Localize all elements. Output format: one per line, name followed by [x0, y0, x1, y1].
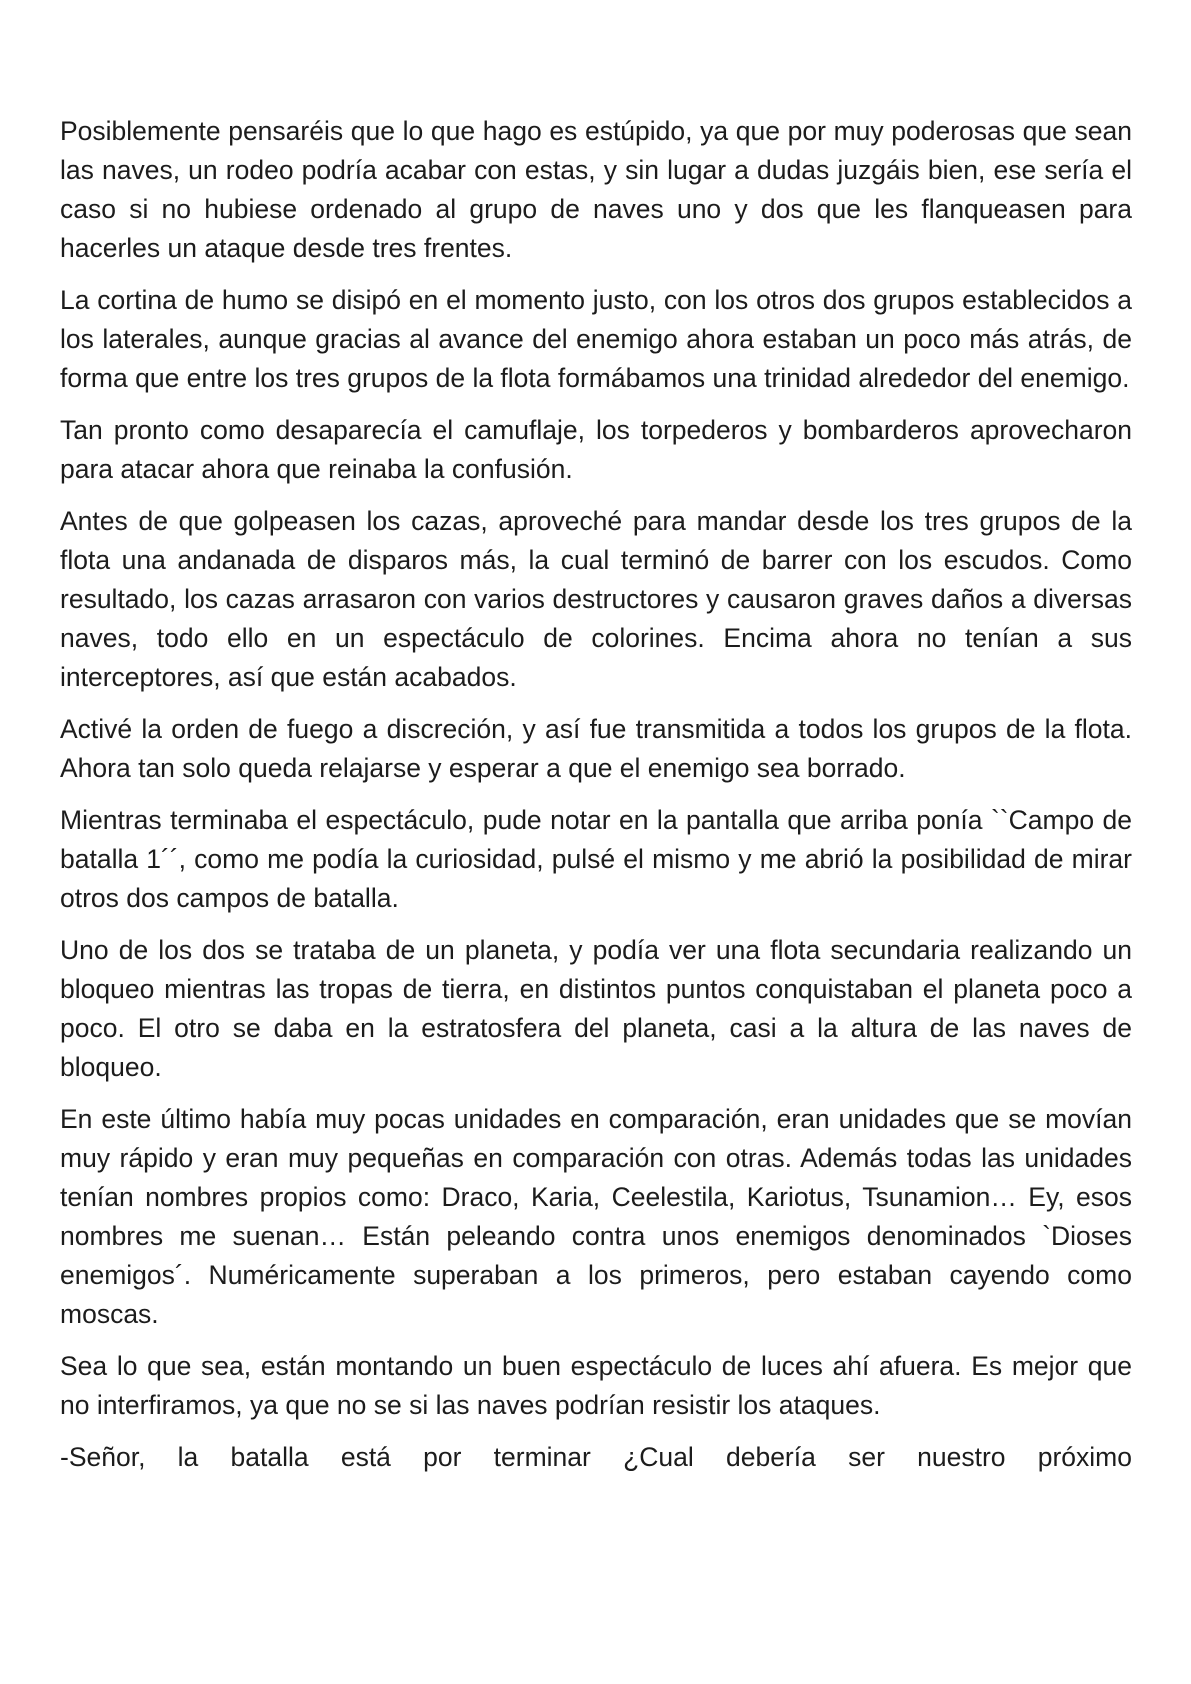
- paragraph-9: Sea lo que sea, están montando un buen espectáculo de luces ahí afuera. Es mejor que no interfiramos, ya que no se si las naves podrían resistir los ataques.: [60, 1351, 1132, 1420]
- paragraph-5: Activé la orden de fuego a discreción, y así fue transmitida a todos los grupos de la flota. Ahora tan solo queda relajarse y esperar a que el enemigo sea borrado.: [60, 714, 1132, 783]
- paragraph-6: Mientras terminaba el espectáculo, pude notar en la pantalla que arriba ponía ``Campo de batalla 1´´, como me podía la curiosidad, pulsé el mismo y me abrió la posibilidad de mirar otros dos campos de batalla.: [60, 805, 1132, 913]
- paragraph-3: Tan pronto como desaparecía el camuflaje, los torpederos y bombarderos aprovecharon para atacar ahora que reinaba la confusión.: [60, 415, 1132, 484]
- paragraph-1: Posiblemente pensaréis que lo que hago es estúpido, ya que por muy poderosas que sean las naves, un rodeo podría acabar con estas, y sin lugar a dudas juzgáis bien, ese sería el caso si no hubiese ordenado al grupo de naves uno y dos que les flanqueasen para hacerles un ataque desde tres frentes.: [60, 116, 1132, 263]
- paragraph-8: En este último había muy pocas unidades en comparación, eran unidades que se movían muy rápido y eran muy pequeñas en comparación con otras. Además todas las unidades tenían nombres propios como: Draco, Karia, Ceelestila, Kariotus, Tsunamion… Ey, esos nombres me suenan… Están peleando contra unos enemigos denominados `Dioses enemigos´. Numéricamente superaban a los primeros, pero estaban cayendo como moscas.: [60, 1104, 1132, 1329]
- paragraph-4: Antes de que golpeasen los cazas, aproveché para mandar desde los tres grupos de la flota una andanada de disparos más, la cual terminó de barrer con los escudos. Como resultado, los cazas arrasaron con varios destructores y causaron graves daños a diversas naves, todo ello en un espectáculo de colorines. Encima ahora no tenían a sus interceptores, así que están acabados.: [60, 506, 1132, 692]
- paragraph-2: La cortina de humo se disipó en el momento justo, con los otros dos grupos establecidos a los laterales, aunque gracias al avance del enemigo ahora estaban un poco más atrás, de forma que entre los tres grupos de la flota formábamos una trinidad alrededor del enemigo.: [60, 285, 1132, 393]
- paragraph-10: -Señor, la batalla está por terminar ¿Cual debería ser nuestro próximo: [60, 1442, 1132, 1472]
- paragraph-7: Uno de los dos se trataba de un planeta, y podía ver una flota secundaria realizando un bloqueo mientras las tropas de tierra, en distintos puntos conquistaban el planeta poco a poco. El otro se daba en la estratosfera del planeta, casi a la altura de las naves de bloqueo.: [60, 935, 1132, 1082]
- document-page: [60, 112, 1132, 1490]
